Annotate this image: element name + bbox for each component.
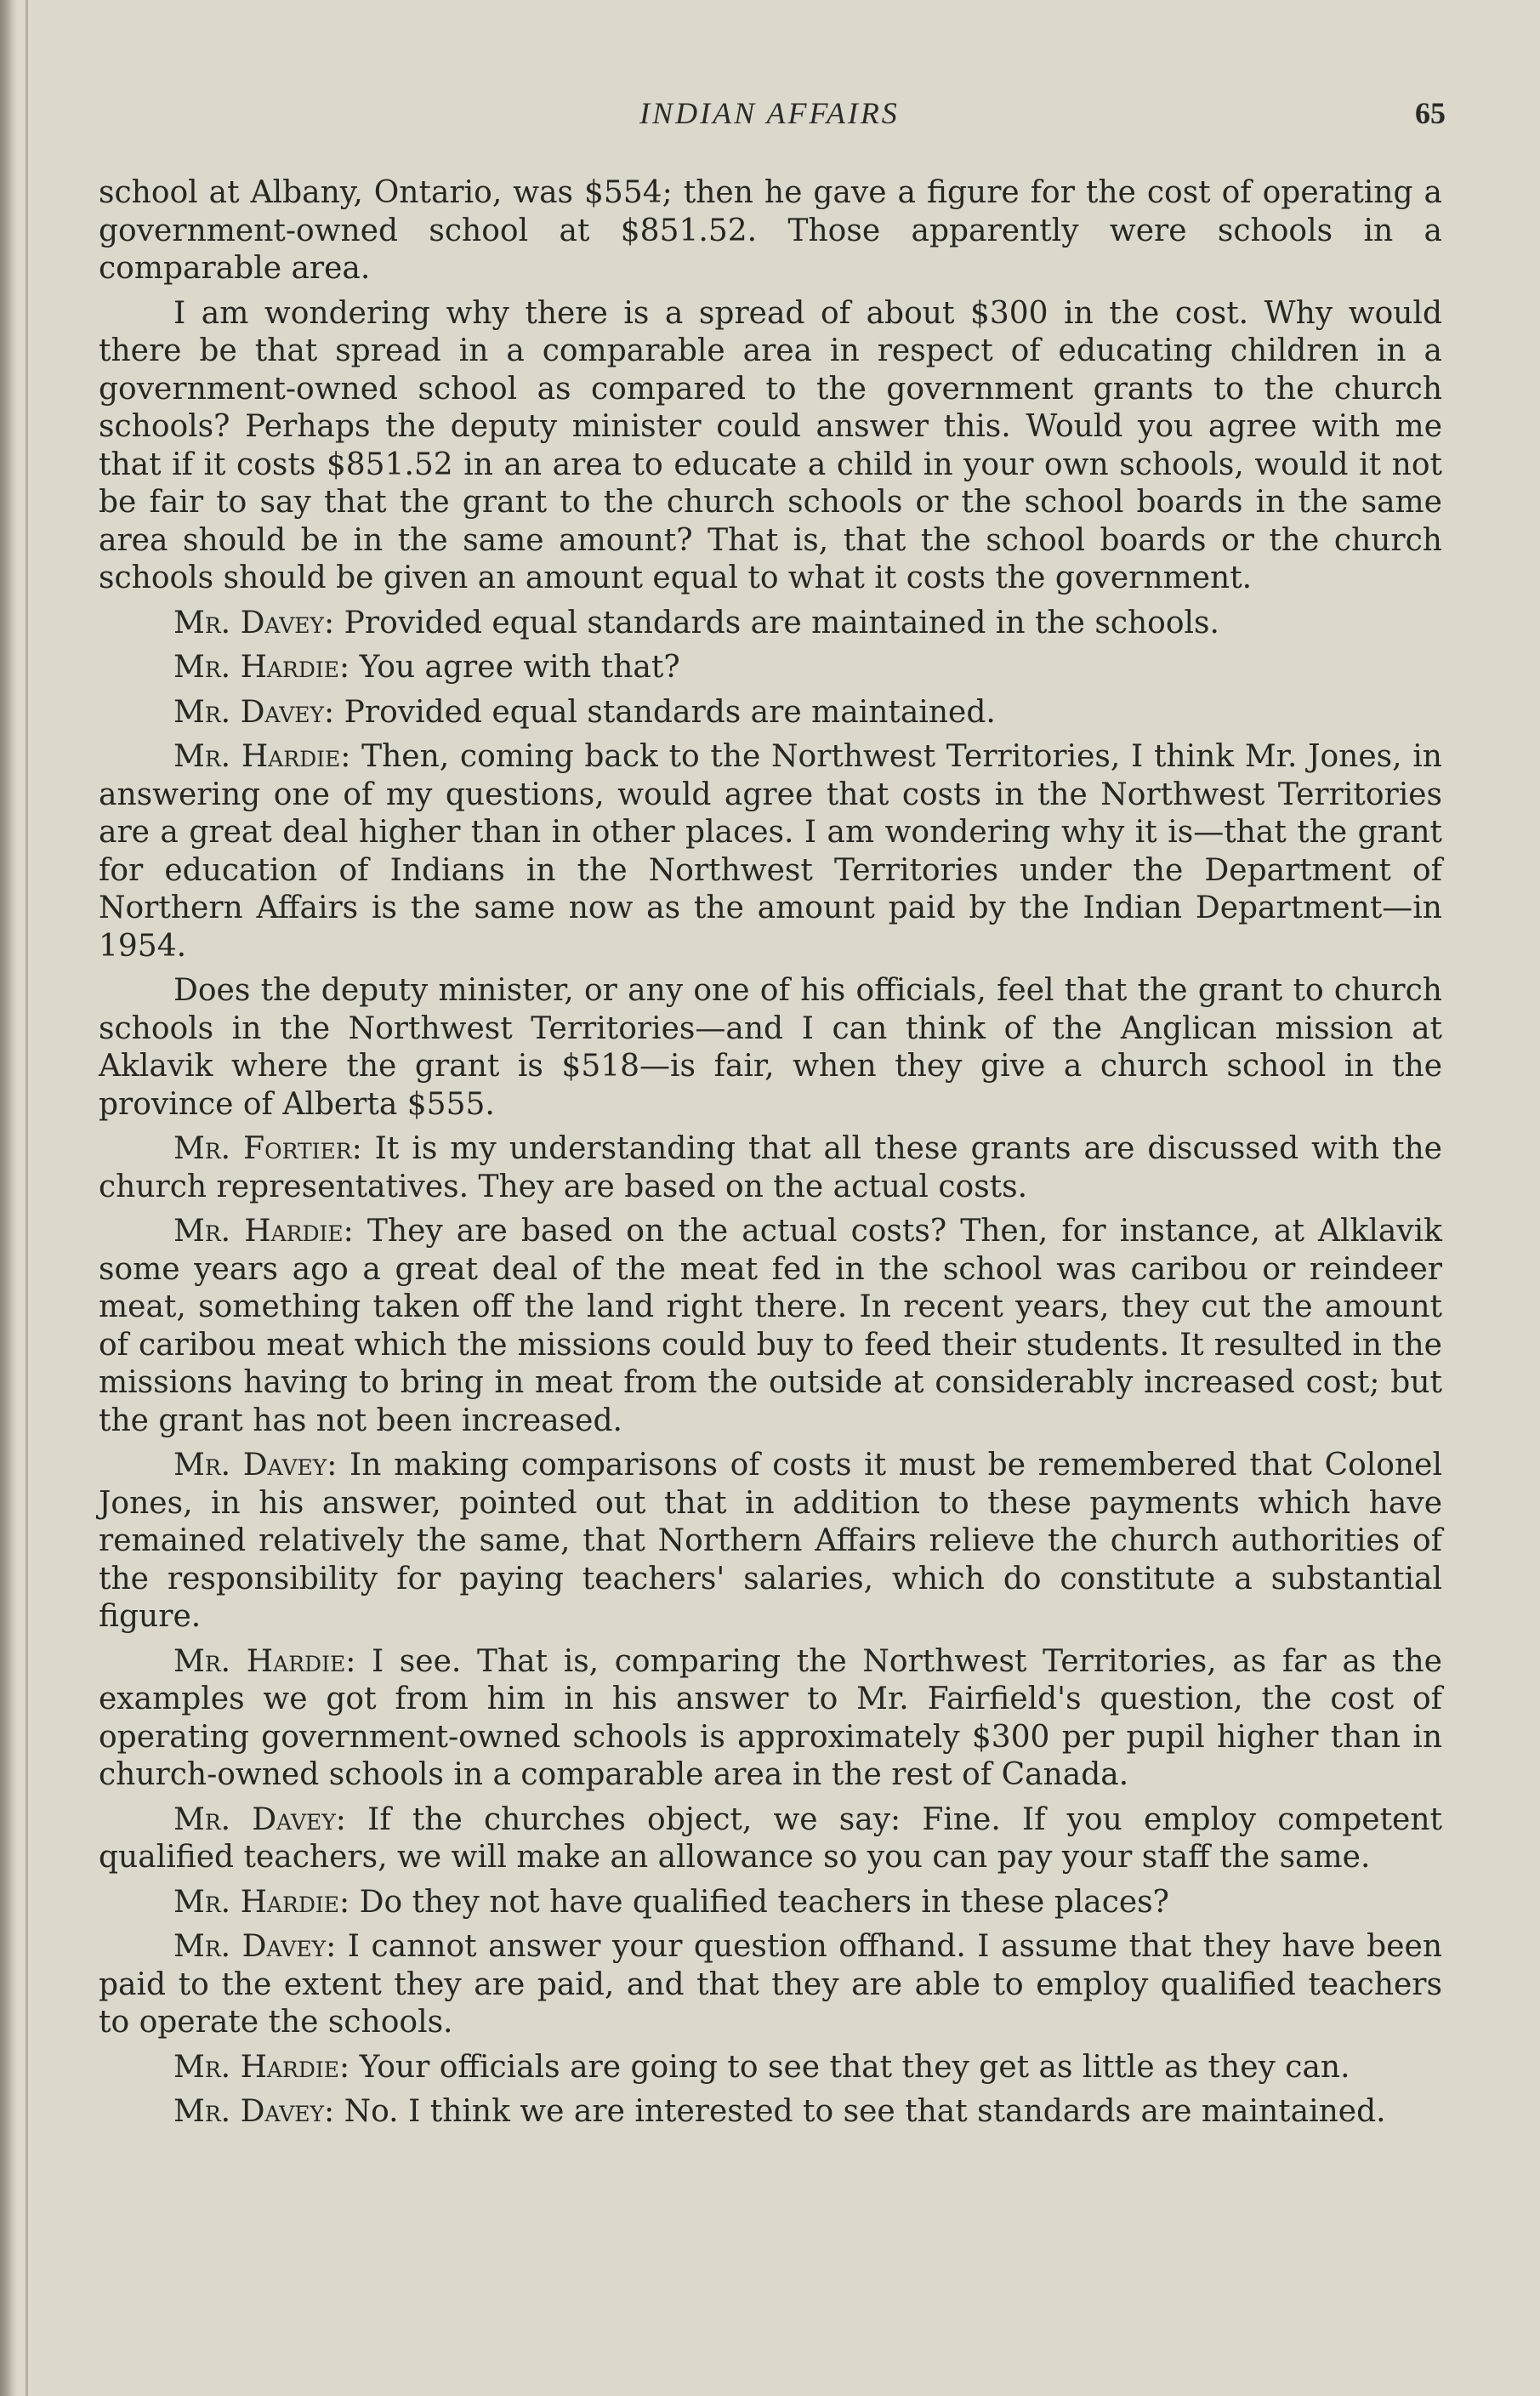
- paragraph: [99, 972, 1442, 1124]
- speaker-name: Mr. Davey:: [173, 694, 335, 730]
- speaker-name: Mr. Hardie:: [173, 650, 350, 685]
- paragraph: [99, 649, 1442, 687]
- paragraph-text: In making comparisons of costs it must be remembered that Colonel Jones, in his answer, pointed out that in addition to these payments which have remained relatively the same, that Northern Affairs relieve the church authorities of the responsibility for paying teachers' salaries, which do constitute a substantial figure.: [99, 1448, 1442, 1634]
- paragraph-text: They are based on the actual costs? Then, for instance, at Alklavik some years ago a great deal of the meat fed in the school was caribou or reindeer meat, something taken off the land right there. In recent years, they cut the amount of caribou meat which the missions could buy to feed their students. It resulted in the missions having to bring in meat from the outside at considerably increased cost; but the grant has not been increased.: [99, 1214, 1442, 1438]
- paragraph: [99, 1884, 1442, 1922]
- speaker-name: Mr. Fortier:: [173, 1131, 362, 1166]
- paragraph-text: I cannot answer your question offhand. I assume that they have been paid to the extent they are paid, and that they are able to employ qualified teachers to operate the schools.: [99, 1929, 1443, 2040]
- paragraph: [99, 2049, 1442, 2087]
- speaker-name: Mr. Davey:: [173, 1929, 337, 1964]
- paragraph-text: Provided equal standards are maintained.: [344, 694, 996, 730]
- running-title: INDIAN AFFAIRS: [639, 96, 900, 130]
- paragraph-text: Your officials are going to see that they get as little as they can.: [359, 2049, 1350, 2085]
- paragraph-text: You agree with that?: [359, 650, 680, 685]
- paragraph: [99, 1213, 1442, 1440]
- paragraph-text: No. I think we are interested to see that standards are maintained.: [344, 2094, 1386, 2129]
- paragraph: [99, 605, 1442, 643]
- book-gutter-line: [26, 0, 28, 2396]
- book-binding-edge: [0, 0, 17, 2396]
- speaker-name: Mr. Davey:: [173, 2094, 335, 2129]
- paragraph-text: If the churches object, we say: Fine. If you employ competent qualified teachers, we will make an allowance so you can pay your staff the same.: [99, 1801, 1442, 1875]
- paragraph: [99, 1801, 1442, 1877]
- paragraph: [99, 295, 1442, 598]
- paragraph-text: Then, coming back to the Northwest Territories, I think Mr. Jones, in answering one of my questions, would agree that costs in the Northwest Territories are a great deal higher than in other places. I am wondering why it is—that the grant for education of Indians in the Northwest Territories under the Department of Northern Affairs is the same now as the amount paid by the Indian Department—in 1954.: [99, 739, 1442, 964]
- paragraph-text: school at Albany, Ontario, was $554; then he gave a figure for the cost of operating a government-owned school at $851.52. Those apparently were schools in a comparable area.: [99, 175, 1442, 286]
- paragraph: [99, 738, 1442, 965]
- page-number: 65: [1415, 96, 1446, 130]
- paragraph: [99, 174, 1442, 288]
- speaker-name: Mr. Davey:: [173, 605, 335, 640]
- paragraph: [99, 2093, 1442, 2131]
- speaker-name: Mr. Hardie:: [173, 1884, 350, 1920]
- speaker-name: Mr. Davey:: [173, 1801, 346, 1837]
- paragraph-text: I see. That is, comparing the Northwest Territories, as far as the examples we got from him in his answer to Mr. Fairfield's question, the cost of operating government-owned schools is approximately $300 per pupil higher than in church-owned schools in a comparable area in the rest of Canada.: [99, 1643, 1442, 1792]
- body-text: [99, 174, 1442, 2138]
- paragraph: [99, 1447, 1442, 1636]
- speaker-name: Mr. Hardie:: [173, 739, 351, 774]
- running-header: [94, 95, 1446, 138]
- speaker-name: Mr. Hardie:: [173, 2049, 350, 2085]
- paragraph: [99, 1928, 1442, 2042]
- paragraph: [99, 1643, 1442, 1795]
- speaker-name: Mr. Hardie:: [173, 1643, 356, 1679]
- paragraph-text: Do they not have qualified teachers in these places?: [359, 1884, 1169, 1920]
- paragraph-text: It is my understanding that all these grants are discussed with the church representatives. They are based on the actual costs.: [99, 1131, 1442, 1204]
- speaker-name: Mr. Davey:: [173, 1448, 338, 1483]
- paragraph-text: I am wondering why there is a spread of about $300 in the cost. Why would there be that spread in a comparable area in respect of educating children in a government-owned school as compared to the government grants to the church schools? Perhaps the deputy minister could answer this. Would you agree with me that if it costs $851.52 in an area to educate a child in your own schools, would it not be fair to say that the grant to the church schools or the school boards in the same area should be in the same amount? That is, that the school boards or the church schools should be given an amount equal to what it costs the government.: [99, 295, 1442, 595]
- paragraph-text: Provided equal standards are maintained in the schools.: [344, 605, 1219, 640]
- paragraph: [99, 1130, 1442, 1206]
- paragraph: [99, 694, 1442, 732]
- paragraph-text: Does the deputy minister, or any one of his officials, feel that the grant to church schools in the Northwest Territories—and I can think of the Anglican mission at Aklavik where the grant is $518—is fair, when they give a church school in the province of Alberta $555.: [99, 973, 1442, 1122]
- speaker-name: Mr. Hardie:: [173, 1214, 354, 1249]
